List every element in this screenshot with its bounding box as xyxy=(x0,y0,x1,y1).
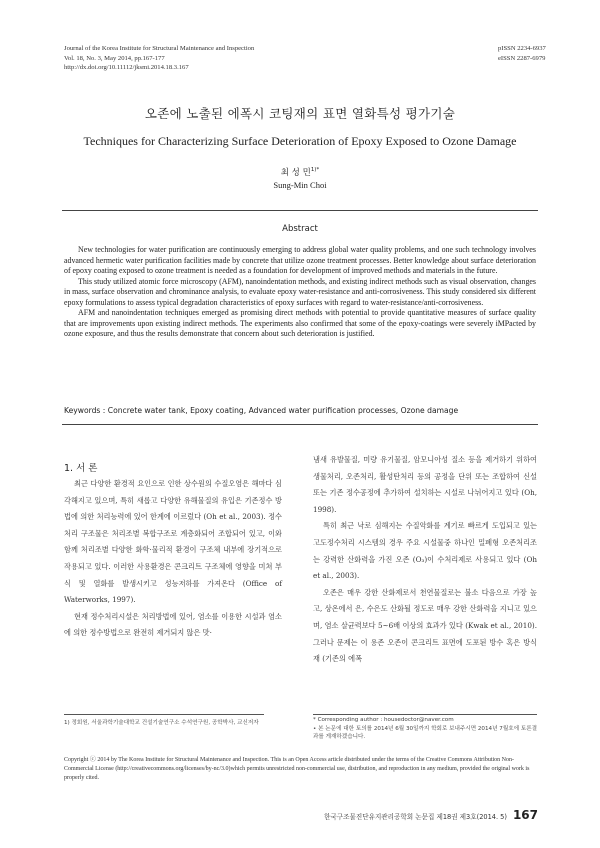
footer-journal: 한국구조물진단유지관리공학회 논문집 제18권 제3호(2014. 5) xyxy=(323,813,507,821)
right-column xyxy=(313,452,537,668)
eissn: eISSN 2287-6979 xyxy=(498,54,546,62)
page-footer xyxy=(300,808,538,822)
footnote-rule-left xyxy=(64,714,264,715)
author-korean-name: 최 성 민 xyxy=(280,168,311,178)
copyright-notice: Copyright ⓒ 2014 by The Korea Institute for Structural Maintenance and Inspection. This is an Open Access article distributed under the terms of the Creative Commons Attribution Non-Commercial License (http://creativecommons.org/licenses/by-nc/3.0)which permits unrestricted non-commercial use, distribution, and reproduction in any medium, provided the original work is properly cited. xyxy=(64,757,530,781)
journal-name: Journal of the Korea Institute for Structural Maintenance and Inspection xyxy=(64,45,255,52)
page-number: 167 xyxy=(512,808,538,822)
issn-info xyxy=(498,44,546,63)
title-korean: 오존에 노출된 에폭시 코팅재의 표면 열화특성 평가기술 xyxy=(144,106,456,121)
footnote-rule-right xyxy=(313,714,537,715)
abstract-paragraph: New technologies for water purification are continuously emerging to address global water quality problems, and one such technology involves advanced hermetic water purification facilities made by concrete that utilize ozone treatment processes. Better knowledge about surface deterioration of epoxy coating exposed to ozone treatment is needed as a foundation for development of improved methods and materials in the future. xyxy=(64,245,536,275)
body-paragraph: 최근 다양한 환경적 요인으로 인한 상수원의 수질오염은 해마다 심각해지고 있으며, 특히 새롭고 다양한 유해물질의 유입은 기존정수 방법에 의한 처리능력에 있어 한계에 이르렀다 (Oh et al., 2003). 정수처리 구조물은 처리조별 복합구조로 계층화되어 조합되어 있고, 이와 함께 처리조별 다양한 화학·물리적 환경이 구조체 내부에 장기적으로 작용되고 있다. 이러한 사용환경은 콘크리트 구조체에 영향을 미쳐 부식 및 열화를 발생시키고 성능저하를 가져온다 (Office of Waterworks, 1997). xyxy=(64,479,282,605)
discussion-note: • 본 논문에 대한 토의를 2014년 6월 30일까지 학회로 보내주시면 2014년 7월호에 토론결과를 게재하겠습니다. xyxy=(313,725,538,741)
journal-doi-link[interactable]: http://dx.doi.org/10.11112/jksmi.2014.18.3.167 xyxy=(64,64,189,71)
author-korean xyxy=(0,166,600,178)
abstract-paragraph: This study utilized atomic force microscopy (AFM), nanoindentation methods, and existing indirect methods such as visual observation, changes in mass, surface observation and chrominance analysis, to evaluate epoxy water-resistance and anti-corrosiveness. This study considered six different epoxy formulations to assess typical degradation characteristics of epoxy surfaces with regard to water-resistance/anti-corrosiveness. xyxy=(64,276,536,307)
abstract-body xyxy=(64,245,536,340)
title-english: Techniques for Characterizing Surface Deterioration of Epoxy Exposed to Ozone Damage xyxy=(83,134,517,148)
author-english: Sung-Min Choi xyxy=(273,180,327,190)
abstract-heading: Abstract xyxy=(282,224,318,234)
left-column xyxy=(64,476,282,642)
footnote-correspondence xyxy=(313,716,539,742)
body-paragraph: 특히 최근 낙로 심해지는 수질악화를 계기로 빠르게 도입되고 있는 고도정수처리 시스템의 경우 주요 시설물중 하나인 밀폐형 오존처리조는 강력한 산화력을 가진 오존 (O₃)이 수처리제로 사용되고 있다 (Oh et al., 2003). xyxy=(313,521,537,581)
journal-volume: Vol. 18, No. 3, May 2014, pp.167-177 xyxy=(64,54,165,62)
author-affiliation-mark: 1)* xyxy=(310,167,320,174)
pissn: pISSN 2234-6937 xyxy=(498,45,546,52)
body-paragraph: 현재 정수처리시설은 처리방법에 있어, 염소를 이용한 시설과 염소에 의한 정수방법으로 완전히 제거되지 않은 맛· xyxy=(64,611,282,638)
body-paragraph: 오존은 매우 강한 산화제로서 천연물질로는 불소 다음으로 가장 높고, 상온에서 은, 수은도 산화될 정도로 매우 강한 산화력을 지니고 있으며, 염소 살균력보다 5~6배 이상의 효과가 있다 (Kwak et al., 2010). 그러나 문제는 이 용존 오존이 콘크리트 표면에 도포된 방수 혹은 방식재 (기존의 에폭 xyxy=(313,587,537,664)
journal-info xyxy=(64,44,254,73)
footnote-affiliation: 1) 정회원, 서울과학기술대학교 건설기술연구소 수석연구원, 공학박사, 교신저자 xyxy=(64,720,259,726)
abstract-top-rule xyxy=(62,210,538,211)
abstract-paragraph: AFM and nanoindentation techniques emerged as promising direct methods with potential to provide quantitative measures of surface quality that are improvements upon existing indirect methods. The experiments also confirmed that some of the epoxy-coatings were severely iMPacted by ozone exposure, and thus the results demonstrate that concern about such deterioration is justified. xyxy=(64,308,536,338)
corresponding-author-email: * Corresponding author : housedoctor@naver.com xyxy=(313,717,454,723)
section-heading-introduction: 1. 서 론 xyxy=(64,463,98,474)
abstract-bottom-rule xyxy=(62,424,538,425)
body-paragraph: 냄새 유발물질, 미량 유기물질, 암모니아성 질소 등을 제거하기 위하여 생물처리, 오존처리, 활성탄처리 등의 공정을 단위 또는 조합하여 신설 또는 기존 정수공정에 추가하여 설치하는 시설로 나뉘어지고 있다 (Oh, 1998). xyxy=(313,455,537,514)
keywords: Keywords : Concrete water tank, Epoxy coating, Advanced water purification processes, Ozone damage xyxy=(64,406,459,415)
